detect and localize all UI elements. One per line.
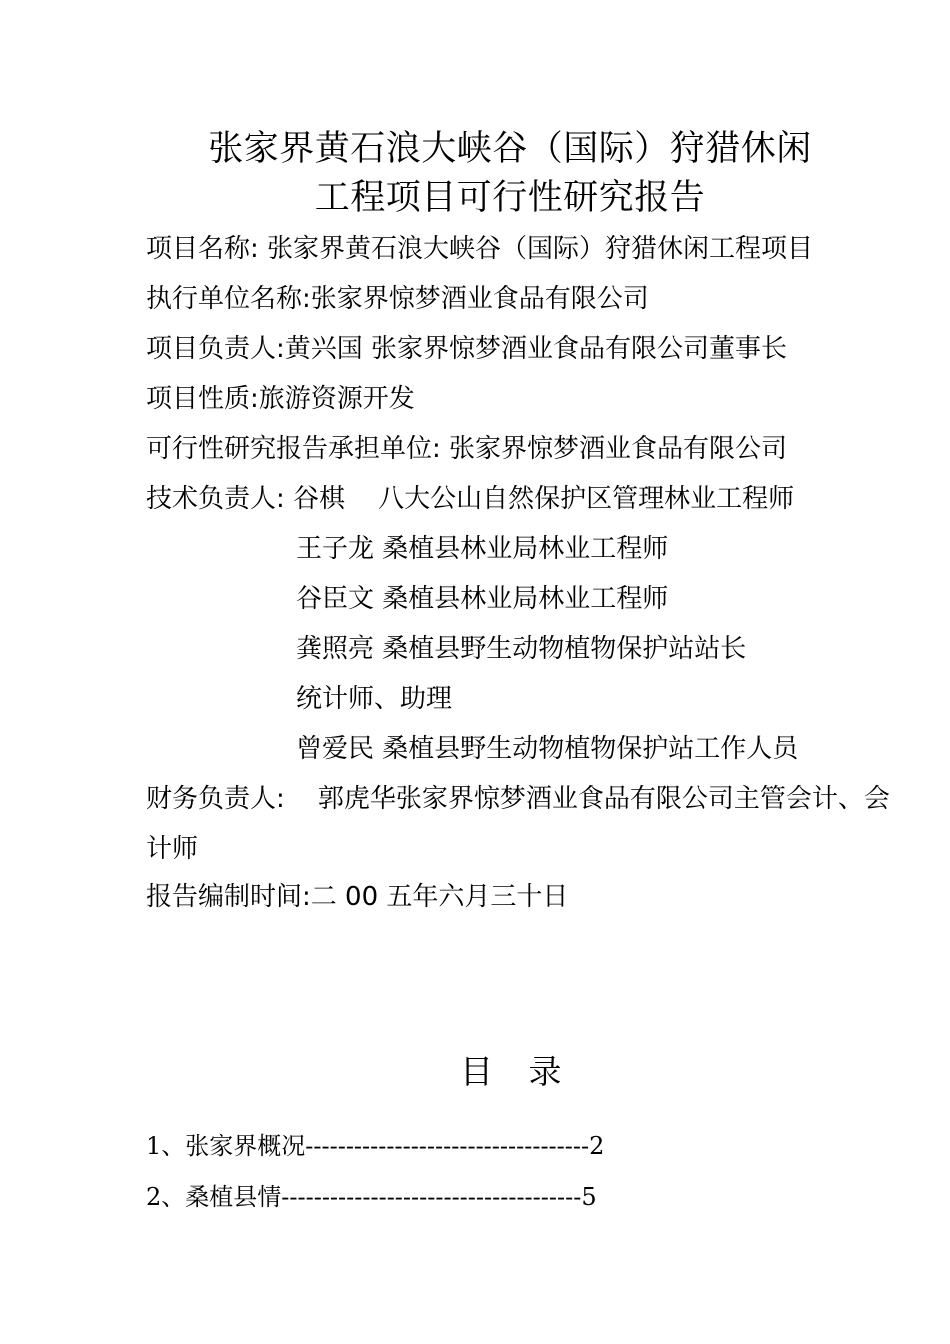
technical-member-line: 龚照亮 桑植县野生动物植物保护站站长 [296, 634, 747, 664]
finance-lead-line: 财务负责人: 郭虎华张家界惊梦酒业食品有限公司主管会计、会 [146, 784, 890, 814]
technical-member-line: 王子龙 桑植县林业局林业工程师 [296, 534, 669, 564]
report-date-line: 报告编制时间:二 00 五年六月三十日 [146, 882, 569, 912]
technical-member-line: 谷臣文 桑植县林业局林业工程师 [296, 584, 669, 614]
project-name-line: 项目名称: 张家界黄石浪大峡谷（国际）狩猎休闲工程项目 [146, 234, 814, 264]
technical-member-line: 统计师、助理 [296, 684, 453, 714]
report-title-line-2: 工程项目可行性研究报告 [314, 178, 706, 218]
technical-member-line: 曾爱民 桑植县野生动物植物保护站工作人员 [296, 734, 799, 764]
project-leader-line: 项目负责人:黄兴国 张家界惊梦酒业食品有限公司董事长 [146, 334, 788, 364]
technical-lead-line: 技术负责人: 谷棋 八大公山自然保护区管理林业工程师 [146, 484, 795, 514]
project-nature-line: 项目性质:旅游资源开发 [146, 384, 415, 414]
toc-entry[interactable]: 2、桑植县情-------------------------------------5 [146, 1183, 597, 1211]
report-undertaker-line: 可行性研究报告承担单位: 张家界惊梦酒业食品有限公司 [146, 434, 788, 464]
executing-unit-line: 执行单位名称:张家界惊梦酒业食品有限公司 [146, 284, 649, 314]
toc-heading: 目 录 [460, 1052, 563, 1091]
toc-entry[interactable]: 1、张家界概况-----------------------------------2 [146, 1132, 605, 1160]
report-title-line-1: 张家界黄石浪大峡谷（国际）狩猎休闲 [208, 129, 812, 169]
finance-lead-line-continued: 计师 [146, 834, 199, 864]
